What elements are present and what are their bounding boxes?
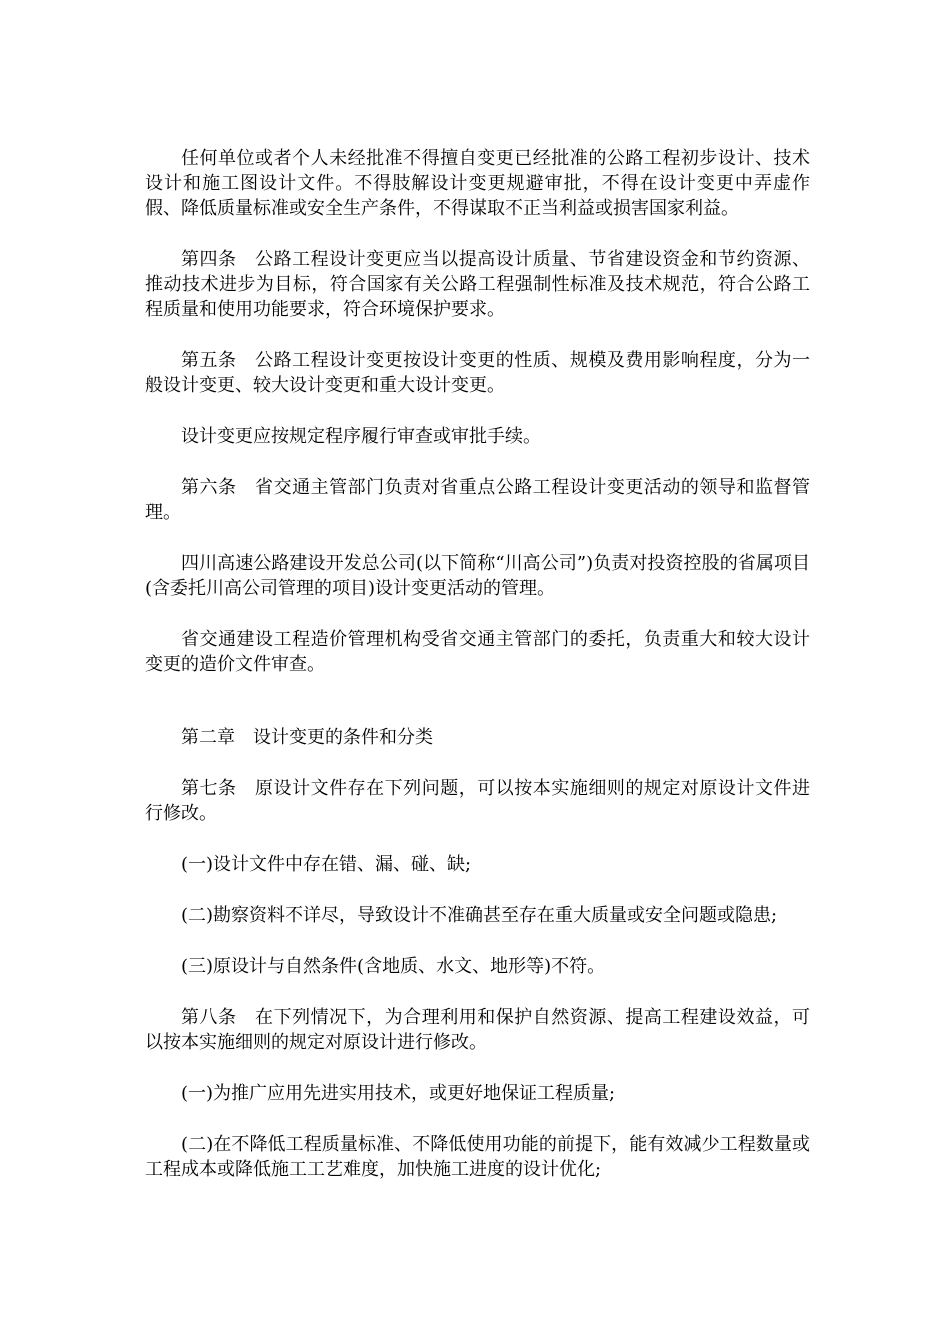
list-item-8-1: (一)为推广应用先进实用技术，或更好地保证工程质量; [181,1083,616,1104]
paragraph-cost-review: 省交通建设工程造价管理机构受省交通主管部门的委托，负责重大和较大设计变更的造价文件审查。 [145,629,810,675]
list-item-8-2: (二)在不降低工程质量标准、不降低使用功能的前提下，能有效减少工程数量或工程成本或降低施工工艺难度，加快施工进度的设计优化; [145,1134,810,1180]
chapter-heading-2: 第二章 设计变更的条件和分类 [181,727,433,748]
paragraph-article-5: 第五条 公路工程设计变更按设计变更的性质、规模及费用影响程度，分为一般设计变更、较大设计变更和重大设计变更。 [145,350,810,396]
paragraph-article-7: 第七条 原设计文件存在下列问题，可以按本实施细则的规定对原设计文件进行修改。 [145,778,810,824]
paragraph-article-4: 第四条 公路工程设计变更应当以提高设计质量、节省建设资金和节约资源、推动技术进步为目标，符合国家有关公路工程强制性标准及技术规范，符合公路工程质量和使用功能要求，符合环境保护要求。 [145,249,810,320]
paragraph-approval-rule: 任何单位或者个人未经批准不得擅自变更已经批准的公路工程初步设计、技术设计和施工图设计文件。不得肢解设计变更规避审批，不得在设计变更中弄虚作假、降低质量标准或安全生产条件，不得谋取不正当利益或损害国家利益。 [145,148,810,219]
paragraph-review-procedure: 设计变更应按规定程序履行审查或审批手续。 [181,426,541,447]
paragraph-article-6: 第六条 省交通主管部门负责对省重点公路工程设计变更活动的领导和监督管理。 [145,477,810,523]
list-item-7-3: (三)原设计与自然条件(含地质、水文、地形等)不符。 [181,956,606,977]
paragraph-article-8: 第八条 在下列情况下，为合理利用和保护自然资源、提高工程建设效益，可以按本实施细则的规定对原设计进行修改。 [145,1007,810,1053]
list-item-7-1: (一)设计文件中存在错、漏、碰、缺; [181,854,472,875]
document-body [145,146,810,1208]
list-item-7-2: (二)勘察资料不详尽，导致设计不准确甚至存在重大质量或安全问题或隐患; [181,905,778,926]
paragraph-sichuan-company: 四川高速公路建设开发总公司(以下简称“川高公司”)负责对投资控股的省属项目(含委托川高公司管理的项目)设计变更活动的管理。 [145,553,810,599]
